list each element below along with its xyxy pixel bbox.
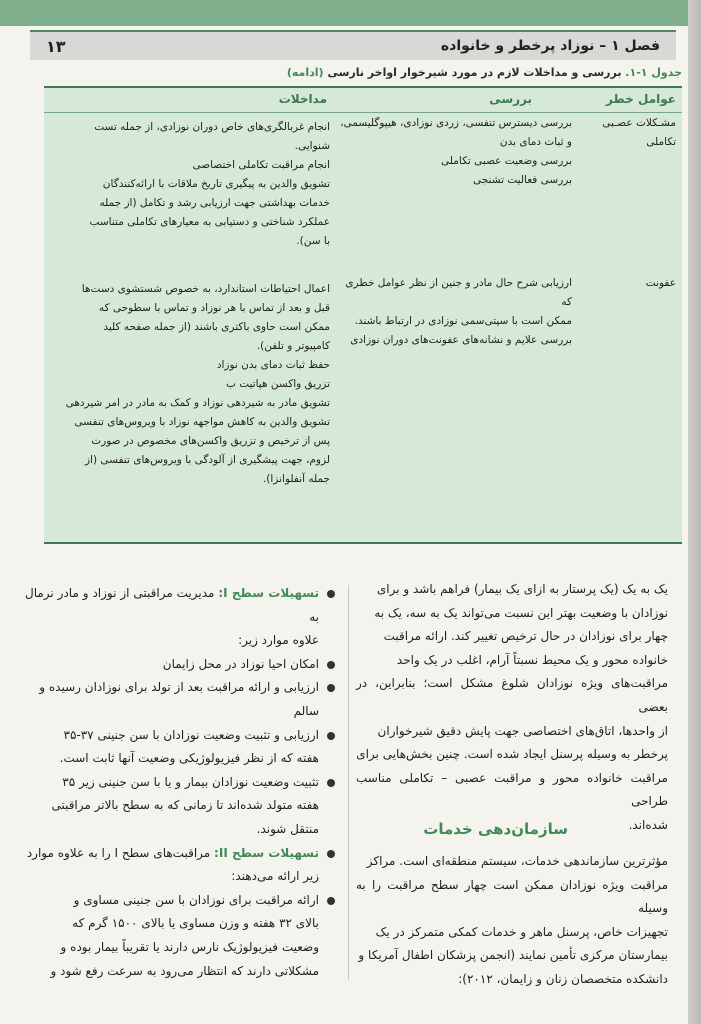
row1-intervention-line: تشویق والدین به پیگیری تاریخ ملاقات با ارائه‌کنندگان: [102, 178, 330, 190]
row1-interventions: [48, 118, 330, 251]
bullet-line: ارزیابی و ارائه مراقبت بعد از تولد برای نوزادان رسیده و: [39, 680, 319, 695]
row2-intervention-line: قبل و بعد از تماس با هر نوزاد و تماس با سطوحی که: [98, 302, 330, 314]
level1-bullet: [25, 653, 335, 677]
row1-intervention-line: با سن).: [296, 235, 330, 247]
row2-intervention-line: پس از ترخیص و تزریق واکسن‌های مخصوص در صورت: [91, 435, 330, 447]
section-line: مراقبت ویژه نوزادان ممکن است چهار سطح مراقبت را به وسیله: [356, 877, 668, 916]
row1-risk-line: مشـکلات عصـبی: [602, 117, 676, 129]
bullet-line: بالای ۳۲ هفته و وزن مساوی یا بالای ۱۵۰۰ گرم که: [72, 916, 319, 931]
table-caption-continued: (ادامه): [286, 66, 324, 79]
table-caption: [44, 66, 682, 86]
row2-intervention-line: حفظ ثبات دمای بدن نوزاد: [216, 359, 330, 371]
row2-intervention-line: جمله آنفلوانزا).: [262, 473, 330, 485]
row1-assessment-line: بررسی دیسترس تنفسی، زردی نوزادی، هیپوگلیسمی،: [340, 117, 572, 129]
paragraph-line: مراقبت خانواده محور و مراقبت عصبی – تکاملی مناسب طراحی: [356, 770, 668, 809]
care-table: [44, 86, 682, 544]
level2-label: تسهیلات سطح II:: [214, 845, 319, 860]
row1-risk-line: تکاملی: [646, 136, 676, 148]
level1-line: علاوه موارد زیر:: [238, 633, 319, 648]
paragraph-line: پرخطر به وسیله پرسنل ایجاد شده است. چنین بخش‌هایی برای: [356, 747, 668, 762]
row2-assessment: [332, 274, 572, 350]
paragraph-line: خانواده محور و یک محیط نسبتاً آرام، اغلب در یک واحد: [396, 652, 668, 667]
column-divider: [348, 585, 349, 980]
top-color-band: [0, 0, 688, 26]
bullet-line: امکان احیا نوزاد در محل زایمان: [162, 656, 319, 671]
row2-intervention-line: کامپیوتر و تلفن).: [256, 340, 330, 352]
table-caption-text: بررسی و مداخلات لازم در مورد شیرخوار اواخر نارسی: [327, 66, 622, 79]
row1-intervention-line: انجام غربالگری‌های خاص دوران نوزادی، از جمله تست: [94, 121, 330, 133]
row2-intervention-line: لزوم، جهت پیشگیری از آلودگی با ویروس‌های تنفسی (از: [84, 454, 330, 466]
bullet-line: منتقل شوند.: [256, 821, 319, 836]
left-column: [25, 582, 335, 983]
header-interventions: مداخلات: [278, 92, 327, 106]
bullet-line: وضعیت فیزیولوژیک نارس دارند یا تقریباً بیمار بوده و: [60, 939, 319, 954]
section-line: مؤثرترین سازماندهی خدمات، سیستم منطقه‌ای است. مراکز: [366, 854, 668, 868]
page-edge-shadow: [688, 0, 701, 1024]
paragraph-line: یک به یک (یک پرستار به ازای یک بیمار) فراهم باشد و برای: [376, 582, 668, 596]
section-line: تجهیزات خاص، پرسنل ماهر و خدمات کمکی متمرکز در یک: [375, 924, 668, 939]
running-header: [30, 30, 676, 60]
row2-risk-factor: [586, 274, 676, 293]
row1-assessment-line: بررسی وضعیت عصبی تکاملی: [441, 155, 572, 167]
bullet-line: سالم: [293, 703, 319, 718]
row1-assessment: [332, 114, 572, 190]
row2-intervention-line: ممکن است حاوی باکتری باشند (از جمله صفحه کلید: [103, 321, 330, 333]
bullet-line: مشکلاتی دارند که انتظار می‌رود به سرعت رفع شود و: [50, 963, 319, 978]
header-rule: [44, 112, 682, 113]
row2-interventions: [48, 280, 330, 489]
row2-assessment-line: ممکن است با سپتی‌سمی نوزادی در ارتباط باشند.: [354, 315, 572, 327]
level2-bullet: [25, 889, 335, 983]
paragraph-line: شده‌اند.: [628, 817, 668, 832]
level2-line: زیر ارائه می‌دهند:: [231, 869, 319, 884]
section-line: دانشکده متخصصان زنان و زایمان، ۲۰۱۲):: [458, 971, 668, 986]
row2-assessment-line: بررسی علایم و نشانه‌های عفونت‌های دوران نوزادی: [350, 334, 572, 346]
page-number: ۱۳: [46, 36, 66, 56]
right-column-paragraph: [356, 578, 668, 838]
table-caption-number: جدول ۱-۱.: [625, 66, 682, 79]
level2-line: مراقبت‌های سطح I را به علاوه موارد: [26, 845, 211, 860]
level1-bullet: [25, 771, 335, 842]
row1-assessment-line: و ثبات دمای بدن: [499, 136, 572, 148]
row1-assessment-line: بررسی فعالیت تشنجی: [473, 174, 572, 186]
section-heading: سازمان‌دهی خدمات: [423, 820, 568, 838]
paragraph-line: چهار برای نوزادان در حال ترخیص تغییر کند. ارائه مراقبت: [383, 629, 668, 644]
level1-label: تسهیلات سطح I:: [218, 586, 319, 600]
paragraph-line: مراقبت‌های ویژه نوزادان شلوغ مشکل است؛ بنابراین، در بعضی: [356, 676, 668, 714]
row2-intervention-line: اعمال احتیاطات استاندارد، به خصوص شستشوی دست‌ها: [81, 283, 330, 295]
bullet-line: ارزیابی و تثبیت وضعیت نوزادان با سن جنینی ۳۷-۳۵: [63, 727, 319, 742]
row1-risk-factor: [586, 114, 676, 152]
row1-intervention-line: خدمات بهداشتی جهت ارزیابی رشد و تکامل (از جمله: [99, 197, 330, 209]
right-column-section: [356, 850, 668, 992]
level1-bullet: [25, 724, 335, 771]
row2-intervention-line: تشویق مادر به شیردهی نوزاد و کمک به مادر در امر شیردهی: [65, 397, 330, 409]
level1-item: [25, 582, 335, 653]
row1-intervention-line: عملکرد شناختی و دستیابی به معیارهای تکاملی متناسب: [89, 216, 330, 228]
bullet-line: ارائه مراقبت برای نوزادان با سن جنینی مساوی و: [73, 892, 319, 907]
header-assessment: بررسی: [489, 92, 532, 106]
bullet-line: هفته متولد شده‌اند تا زمانی که به سطح بالاتر مراقبتی: [51, 798, 319, 813]
row2-assessment-line: ارزیابی شرح حال مادر و جنین از نظر عوامل خطری که: [345, 277, 572, 308]
row2-intervention-line: تزریق واکسن هپاتیت ب: [225, 378, 330, 390]
chapter-title: فصل ۱ – نوزاد پرخطر و خانواده: [440, 38, 660, 54]
level2-item: [25, 842, 335, 889]
paragraph-line: از واحدها، اتاق‌های اختصاصی جهت پایش دقیق شیرخواران: [377, 723, 668, 738]
table-bottom-rule: [44, 542, 682, 544]
paragraph-line: نوزادان با وضعیت بهتر این نسبت می‌تواند یک به سه، یک به: [374, 605, 668, 620]
row1-intervention-line: شنوایی.: [294, 140, 330, 152]
row1-intervention-line: انجام مراقبت تکاملی اختصاصی: [192, 159, 330, 171]
bullet-line: تثبیت وضعیت نوزادان بیمار و یا با سن جنینی زیر ۳۵: [62, 774, 319, 789]
level1-line: مدیریت مراقبتی از نوزاد و مادر نرمال به: [25, 586, 319, 624]
section-line: بیمارستان مرکزی تأمین نمایند (انجمن پزشکان اطفال آمریکا و: [358, 948, 668, 963]
bullet-line: هفته که از نظر فیزیولوژیکی وضعیت آنها ثابت است.: [59, 751, 319, 766]
level1-bullet: [25, 676, 335, 723]
header-risk-factors: عوامل خطر: [606, 92, 676, 106]
row2-intervention-line: تشویق والدین به کاهش مواجهه نوزاد با ویروس‌های تنفسی: [74, 416, 330, 428]
row2-risk-line: عفونت: [645, 277, 676, 289]
